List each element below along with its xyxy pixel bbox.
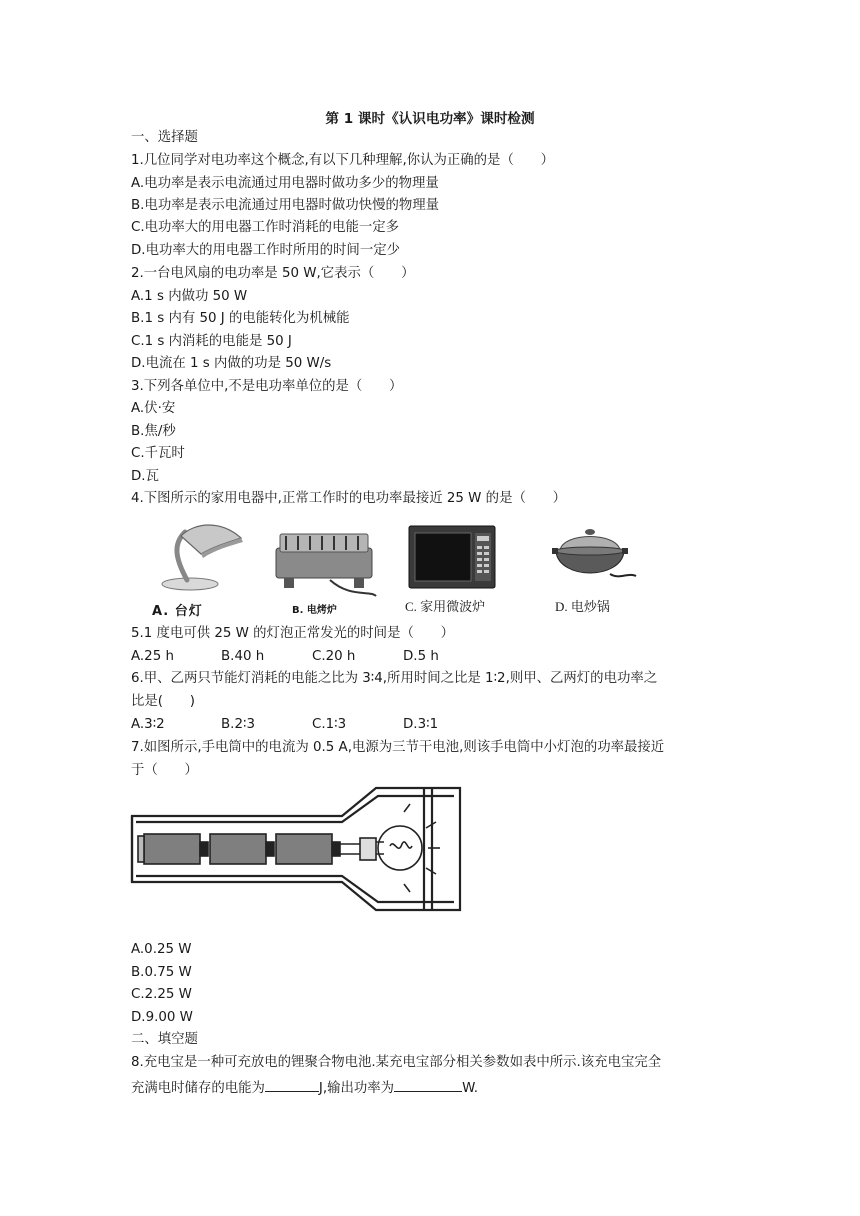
question-2-option-c: C.1 s 内消耗的电能是 50 J xyxy=(131,334,292,349)
question-1-option-a: A.电功率是表示电流通过用电器时做功多少的物理量 xyxy=(131,176,439,191)
question-3-option-a: A.伏·安 xyxy=(131,401,176,416)
caption-c-microwave: C. 家用微波炉 xyxy=(405,599,486,614)
page-title: 第 1 课时《认识电功率》课时检测 xyxy=(325,111,535,127)
question-5-option-a: A.25 h xyxy=(131,649,174,664)
question-1-option-b: B.电功率是表示电流通过用电器时做功快慢的物理量 xyxy=(131,198,440,213)
question-7-option-b: B.0.75 W xyxy=(131,965,192,980)
question-3-option-c: C.千瓦时 xyxy=(131,446,185,461)
question-8-stem-line1: 8.充电宝是一种可充放电的锂聚合物电池.某充电宝部分相关参数如表中所示.该充电宝完全 xyxy=(131,1055,662,1070)
question-8-text-a: 充满电时储存的电能为 xyxy=(131,1081,265,1096)
question-5-option-b: B.40 h xyxy=(221,649,265,664)
question-2-option-a: A.1 s 内做功 50 W xyxy=(131,289,248,304)
question-3-option-d: D.瓦 xyxy=(131,469,159,484)
question-2-option-d: D.电流在 1 s 内做的功是 50 W/s xyxy=(131,356,332,371)
question-6-option-b: B.2∶3 xyxy=(221,717,255,732)
question-6-stem-line2: 比是( ) xyxy=(131,694,196,709)
question-6-option-c: C.1∶3 xyxy=(312,717,347,732)
question-6-option-a: A.3∶2 xyxy=(131,717,165,732)
microwave-oven-illustration xyxy=(407,524,497,592)
question-3-option-b: B.焦/秒 xyxy=(131,424,176,439)
electric-grill-illustration xyxy=(270,520,380,598)
question-8-stem-line2 xyxy=(131,1077,478,1098)
question-6-stem-line1: 6.甲、乙两只节能灯消耗的电能之比为 3∶4,所用时间之比是 1∶2,则甲、乙两灯的电功率之 xyxy=(131,671,658,686)
caption-a-desk-lamp: A. 台灯 xyxy=(152,604,203,619)
caption-b-electric-grill: B. 电烤炉 xyxy=(292,605,337,616)
electric-wok-illustration xyxy=(550,522,640,592)
question-4-stem: 4.下图所示的家用电器中,正常工作时的电功率最接近 25 W 的是（ ） xyxy=(131,491,567,506)
question-3-stem: 3.下列各单位中,不是电功率单位的是（ ） xyxy=(131,379,403,394)
question-8-text-b: J,输出功率为 xyxy=(318,1081,395,1096)
answer-blank-power[interactable] xyxy=(394,1077,462,1092)
question-2-stem: 2.一台电风扇的电功率是 50 W,它表示（ ） xyxy=(131,266,415,281)
question-1-option-d: D.电功率大的用电器工作时所用的时间一定少 xyxy=(131,243,400,258)
question-8-text-c: W. xyxy=(462,1081,479,1096)
question-5-stem: 5.1 度电可供 25 W 的灯泡正常发光的时间是（ ） xyxy=(131,626,455,641)
section-heading-fill-in: 二、填空题 xyxy=(131,1032,198,1047)
question-7-option-c: C.2.25 W xyxy=(131,987,192,1002)
question-5-option-d: D.5 h xyxy=(403,649,439,664)
question-1-stem: 1.几位同学对电功率这个概念,有以下几种理解,你认为正确的是（ ） xyxy=(131,153,555,168)
section-heading-choice: 一、选择题 xyxy=(131,130,198,145)
question-7-option-a: A.0.25 W xyxy=(131,942,192,957)
answer-blank-energy[interactable] xyxy=(265,1077,319,1092)
caption-d-electric-wok: D. 电炒锅 xyxy=(555,599,610,614)
flashlight-diagram xyxy=(128,786,464,912)
question-2-option-b: B.1 s 内有 50 J 的电能转化为机械能 xyxy=(131,311,350,326)
question-7-stem-line1: 7.如图所示,手电筒中的电流为 0.5 A,电源为三节干电池,则该手电筒中小灯泡的功率最接近 xyxy=(131,740,665,755)
question-6-option-d: D.3∶1 xyxy=(403,717,439,732)
question-7-stem-line2: 于（ ） xyxy=(131,763,198,778)
desk-lamp-illustration xyxy=(145,518,255,596)
question-7-option-d: D.9.00 W xyxy=(131,1010,193,1025)
question-5-option-c: C.20 h xyxy=(312,649,356,664)
question-1-option-c: C.电功率大的用电器工作时消耗的电能一定多 xyxy=(131,220,400,235)
